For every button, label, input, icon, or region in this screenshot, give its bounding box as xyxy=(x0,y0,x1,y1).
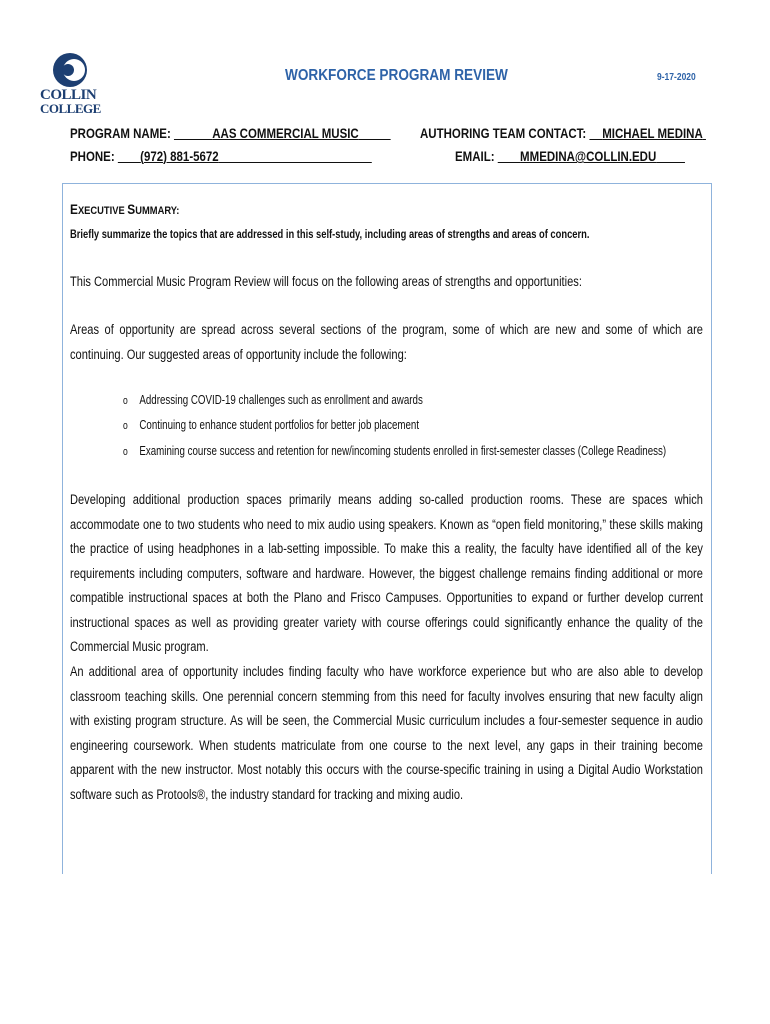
summary-paragraph-1: This Commercial Music Program Review will focus on the following areas of strengths and opportunities: xyxy=(70,274,582,289)
phone-field xyxy=(70,148,372,164)
list-item: o Continuing to enhance student portfolios for better job placement xyxy=(123,418,420,432)
logo-line2: COLLEGE xyxy=(40,101,101,116)
summary-paragraph-3: Developing additional production spaces primarily means adding so-called production rooms. These are spaces which accommodate one to two students who need to mix audio using speakers. Known as “open field monitoring,” these skills making the practice of using headphones in a lab-setting impossible. To make this a reality, the faculty have identified all of the key requirements including computers, software and hardware. However, the biggest challenge remains finding additional or more compatible instructional spaces at both the Plano and Frisco Campuses. Opportunities to expand or further develop current instructional spaces as well as providing greater variety with course offerings could significantly enhance the quality of the Commercial Music program. xyxy=(70,492,703,654)
phone-value: (972) 881-5672 xyxy=(140,148,219,164)
bullet-icon: o xyxy=(123,420,128,432)
logo-text xyxy=(40,88,100,116)
summary-paragraph-4: An additional area of opportunity includes finding faculty who have workforce experience but who are also able to develop classroom teaching skills. One perennial concern stemming from this need for faculty involves ensuring that new faculty align with existing program structure. As will be seen, the Commercial Music curriculum includes a four-semester sequence in audio engineering coursework. When students matriculate from one course to the next level, any gaps in their training become apparent with the new instructor. Most notably this occurs with the course-specific training in using a Digital Audio Workstation software such as Protools®, the industry standard for tracking and mixing audio. xyxy=(70,664,703,802)
email-field xyxy=(455,148,685,164)
contact-label: AUTHORING TEAM CONTACT: xyxy=(420,125,587,141)
list-item: o Addressing COVID-19 challenges such as enrollment and awards xyxy=(123,393,423,407)
executive-summary-heading: EXECUTIVE SUMMARY: xyxy=(70,201,180,217)
collin-crescent-logo-icon xyxy=(50,50,90,90)
phone-label: PHONE: xyxy=(70,148,115,164)
contact-value: MICHAEL MEDINA xyxy=(602,125,703,141)
contact-field xyxy=(420,125,706,141)
page-title: WORKFORCE PROGRAM REVIEW xyxy=(285,67,508,84)
executive-summary-instruction: Briefly summarize the topics that are addressed in this self-study, including areas of strengths and areas of concern. xyxy=(70,227,590,241)
program-name-field xyxy=(70,125,391,141)
document-date: 9-17-2020 xyxy=(657,72,696,83)
logo-line1: COLLIN xyxy=(40,87,97,103)
program-name-label: PROGRAM NAME: xyxy=(70,125,171,141)
bullet-icon: o xyxy=(123,395,128,407)
collin-college-logo xyxy=(40,50,100,120)
email-label: EMAIL: xyxy=(455,148,495,164)
bullet-icon: o xyxy=(123,446,128,458)
summary-paragraph-2: Areas of opportunity are spread across several sections of the program, some of which are new and some of which are continuing. Our suggested areas of opportunity include the following: xyxy=(70,322,703,362)
list-item: o Examining course success and retention for new/incoming students enrolled in first-semester classes (College Readiness) xyxy=(123,444,667,458)
email-value[interactable]: MMEDINA@COLLIN.EDU xyxy=(520,148,657,164)
program-name-value: AAS COMMERCIAL MUSIC xyxy=(212,125,359,141)
